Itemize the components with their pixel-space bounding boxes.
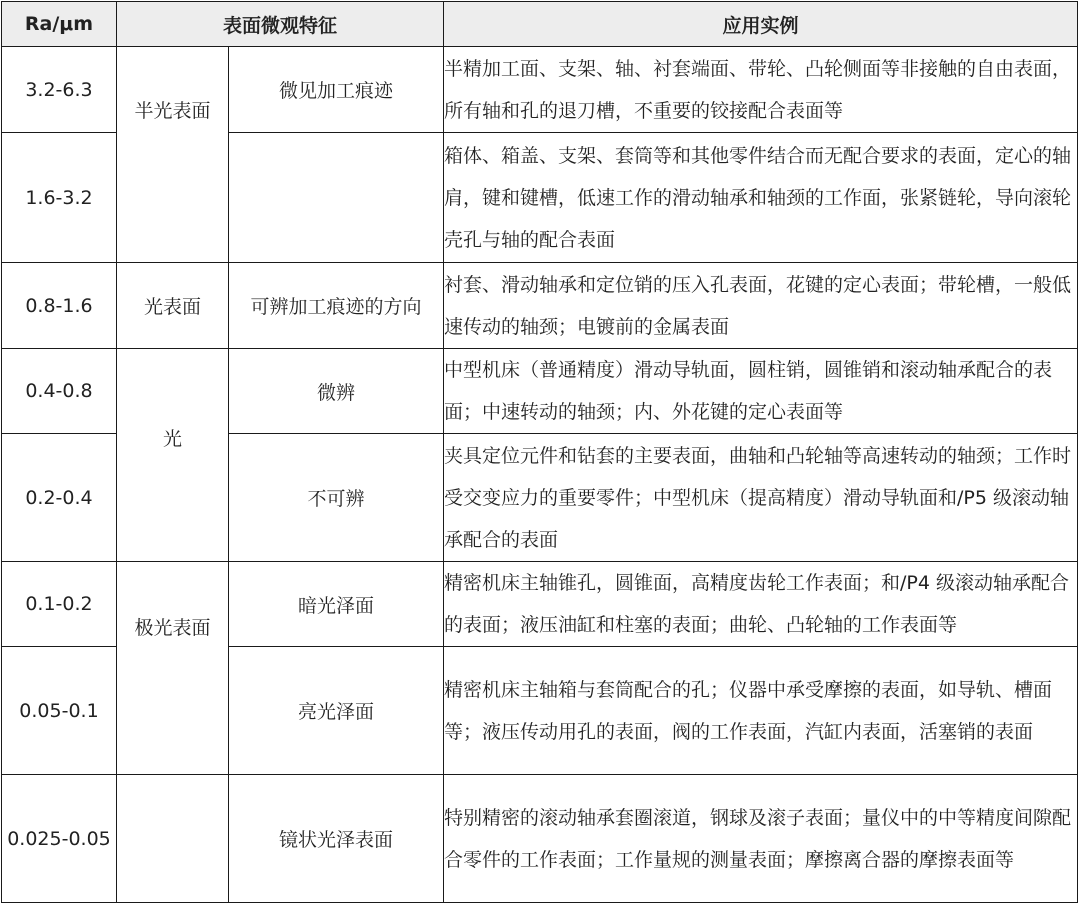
group-semi-gloss-cell <box>117 47 229 263</box>
application-cell: 衬套、滑动轴承和定位销的压入孔表面，花键的定心表面；带轮槽，一般低速传动的轴颈；电镀前的金属表面 <box>444 263 1078 349</box>
feature-cell: 不可辨 <box>229 434 444 562</box>
roughness-table <box>1 1 1078 903</box>
group-gloss-cell: 光表面 <box>117 263 229 349</box>
feature-cell: 微辨 <box>229 349 444 434</box>
table-row <box>2 562 1078 647</box>
group-light-label: 光 <box>162 427 182 450</box>
feature-cell <box>229 133 444 263</box>
group-mirror-cell <box>117 562 229 775</box>
table-row <box>2 349 1078 434</box>
table-row <box>2 47 1078 133</box>
group-light-cell <box>117 349 229 562</box>
header-applications: 应用实例 <box>444 2 1078 47</box>
ra-cell: 0.4-0.8 <box>2 349 117 434</box>
table-row <box>2 775 1078 903</box>
feature-cell: 可辨加工痕迹的方向 <box>229 263 444 349</box>
empty-group-cell <box>117 775 229 903</box>
ra-cell: 0.05-0.1 <box>2 647 117 775</box>
header-surface-features: 表面微观特征 <box>117 2 444 47</box>
ra-cell: 0.1-0.2 <box>2 562 117 647</box>
ra-cell: 0.2-0.4 <box>2 434 117 562</box>
ra-cell: 1.6-3.2 <box>2 133 117 263</box>
application-cell: 中型机床（普通精度）滑动导轨面，圆柱销，圆锥销和滚动轴承配合的表面；中速转动的轴颈；内、外花键的定心表面等 <box>444 349 1078 434</box>
application-cell: 箱体、箱盖、支架、套筒等和其他零件结合而无配合要求的表面，定心的轴肩，键和键槽，低速工作的滑动轴承和轴颈的工作面，张紧链轮，导向滚轮壳孔与轴的配合表面 <box>444 133 1078 263</box>
group-mirror-label: 极光表面 <box>134 616 211 639</box>
ra-cell: 0.8-1.6 <box>2 263 117 349</box>
header-ra: Ra/μm <box>2 2 117 47</box>
feature-cell: 亮光泽面 <box>229 647 444 775</box>
application-cell: 夹具定位元件和钻套的主要表面，曲轴和凸轮轴等高速转动的轴颈；工作时受交变应力的重要零件；中型机床（提高精度）滑动导轨面和/P5 级滚动轴承配合的表面 <box>444 434 1078 562</box>
feature-cell: 镜状光泽表面 <box>229 775 444 903</box>
table-header-row <box>2 2 1078 47</box>
table-row <box>2 263 1078 349</box>
application-cell: 精密机床主轴锥孔，圆锥面，高精度齿轮工作表面；和/P4 级滚动轴承配合的表面；液压油缸和柱塞的表面；曲轮、凸轮轴的工作表面等 <box>444 562 1078 647</box>
application-cell: 精密机床主轴箱与套筒配合的孔；仪器中承受摩擦的表面，如导轨、槽面等；液压传动用孔的表面，阀的工作表面，汽缸内表面，活塞销的表面 <box>444 647 1078 775</box>
feature-cell: 微见加工痕迹 <box>229 47 444 133</box>
feature-cell: 暗光泽面 <box>229 562 444 647</box>
ra-cell: 0.025-0.05 <box>2 775 117 903</box>
ra-cell: 3.2-6.3 <box>2 47 117 133</box>
group-semi-gloss-label: 半光表面 <box>134 100 211 122</box>
application-cell: 特别精密的滚动轴承套圈滚道，钢球及滚子表面；量仪中的中等精度间隙配合零件的工作表面；工作量规的测量表面；摩擦离合器的摩擦表面等 <box>444 775 1078 903</box>
application-cell: 半精加工面、支架、轴、衬套端面、带轮、凸轮侧面等非接触的自由表面，所有轴和孔的退刀槽，不重要的铰接配合表面等 <box>444 47 1078 133</box>
